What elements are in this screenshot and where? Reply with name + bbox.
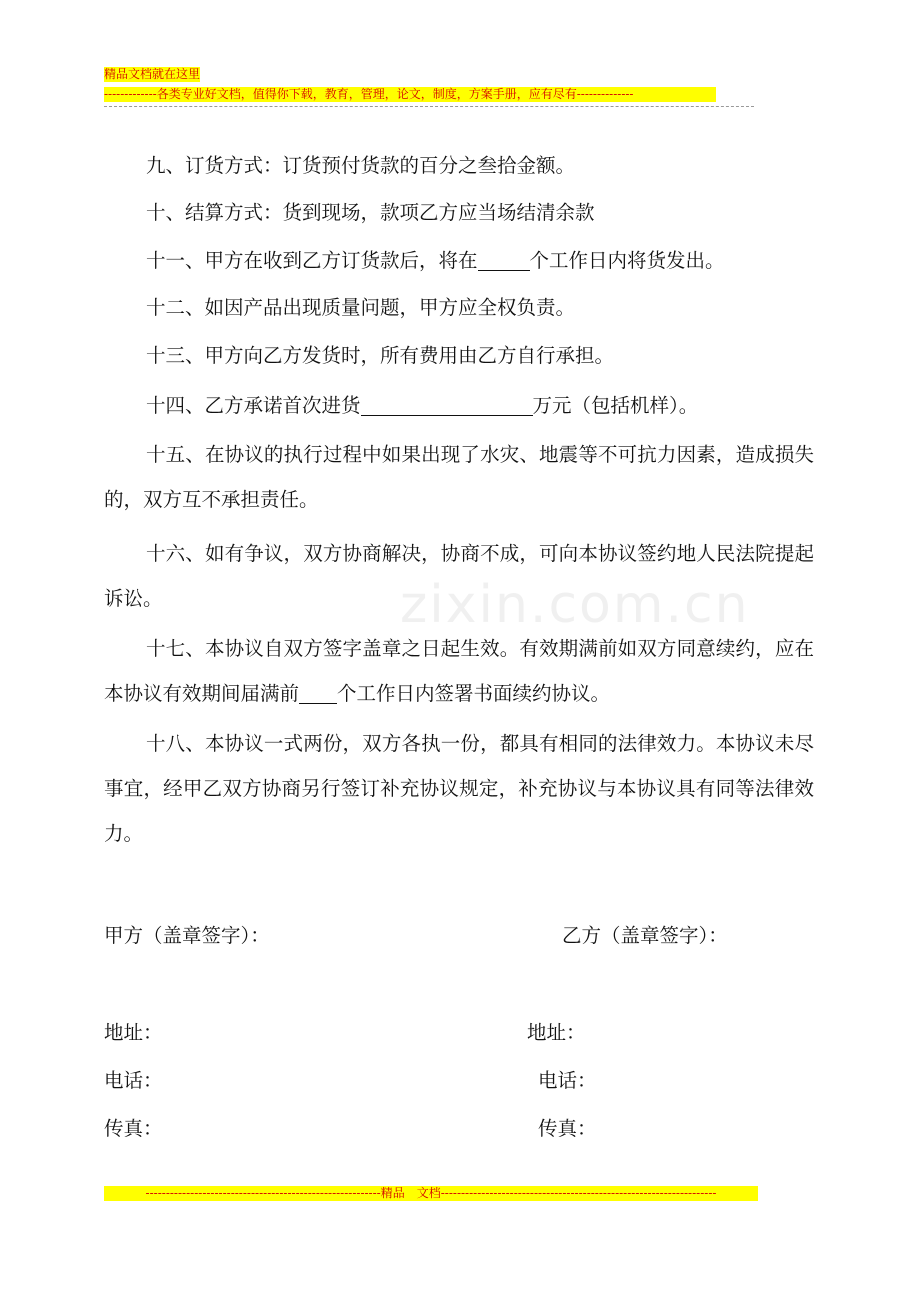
clause-text-after: 万元（包括机样）。 <box>532 394 699 417</box>
header-divider <box>104 106 754 107</box>
clause-13 <box>104 333 814 378</box>
clause-14 <box>104 383 814 428</box>
header-tagline: -------------各类专业好文档，值得你下载，教育，管理，论文，制度，方案手册，应有尽有-------------- <box>104 87 716 102</box>
clause-text: 九、订货方式：订货预付货款的百分之叁拾金额。 <box>146 154 576 177</box>
clause-text: 十二、如因产品出现质量问题，甲方应全权负责。 <box>146 296 576 319</box>
clause-9 <box>104 143 814 188</box>
watermark: zixin.com.cn <box>400 575 750 635</box>
clause-text-before: 十四、乙方承诺首次进货 <box>146 394 361 417</box>
footer-banner: ----------------------------------------------------------精品 文档-------------------------------------------------------------------- <box>104 1186 758 1201</box>
clause-text: 十五、在协议的执行过程中如果出现了水灾、地震等不可抗力因素，造成损失的，双方互不承担责任。 <box>104 443 814 511</box>
party-b-address-label: 地址： <box>527 1021 586 1044</box>
party-a-address-label: 地址： <box>104 1021 163 1044</box>
party-a-signature-label: 甲方（盖章签字）： <box>104 924 270 947</box>
clause-text: 十八、本协议一式两份，双方各执一份，都具有相同的法律效力。本协议未尽事宜，经甲乙双方协商另行签订补充协议规定，补充协议与本协议具有同等法律效力。 <box>104 732 814 845</box>
clause-12 <box>104 285 814 330</box>
clause-text-after: 个工作日内将货发出。 <box>529 249 725 272</box>
clause-11 <box>104 238 814 283</box>
clause-text-before: 十七、本协议自双方签字盖章之日起生效。有效期满前如双方同意续约，应在本协议有效期间届满前 <box>104 637 814 705</box>
party-b-fax-label: 传真： <box>538 1117 597 1140</box>
blank-renewal-days <box>299 681 337 704</box>
clause-17 <box>104 626 814 716</box>
clause-15 <box>104 432 814 522</box>
clause-text: 十、结算方式：货到现场，款项乙方应当场结清余款 <box>146 201 595 224</box>
party-a-fax-label: 传真： <box>104 1117 163 1140</box>
party-a-phone-label: 电话： <box>104 1069 163 1092</box>
party-b-signature-label: 乙方（盖章签字）： <box>562 924 728 947</box>
blank-days <box>478 248 530 271</box>
clause-16 <box>104 531 814 621</box>
clause-18 <box>104 721 814 856</box>
clause-text-after: 个工作日内签署书面续约协议。 <box>337 682 611 705</box>
party-b-phone-label: 电话： <box>538 1069 597 1092</box>
header-title: 精品文档就在这里 <box>104 67 201 81</box>
clause-text: 十三、甲方向乙方发货时，所有费用由乙方自行承担。 <box>146 344 615 367</box>
clause-10 <box>104 190 814 235</box>
clause-text-before: 十一、甲方在收到乙方订货款后，将在 <box>146 249 478 272</box>
blank-amount <box>361 393 533 416</box>
clause-text: 十六、如有争议，双方协商解决，协商不成，可向本协议签约地人民法院提起诉讼。 <box>104 542 814 610</box>
